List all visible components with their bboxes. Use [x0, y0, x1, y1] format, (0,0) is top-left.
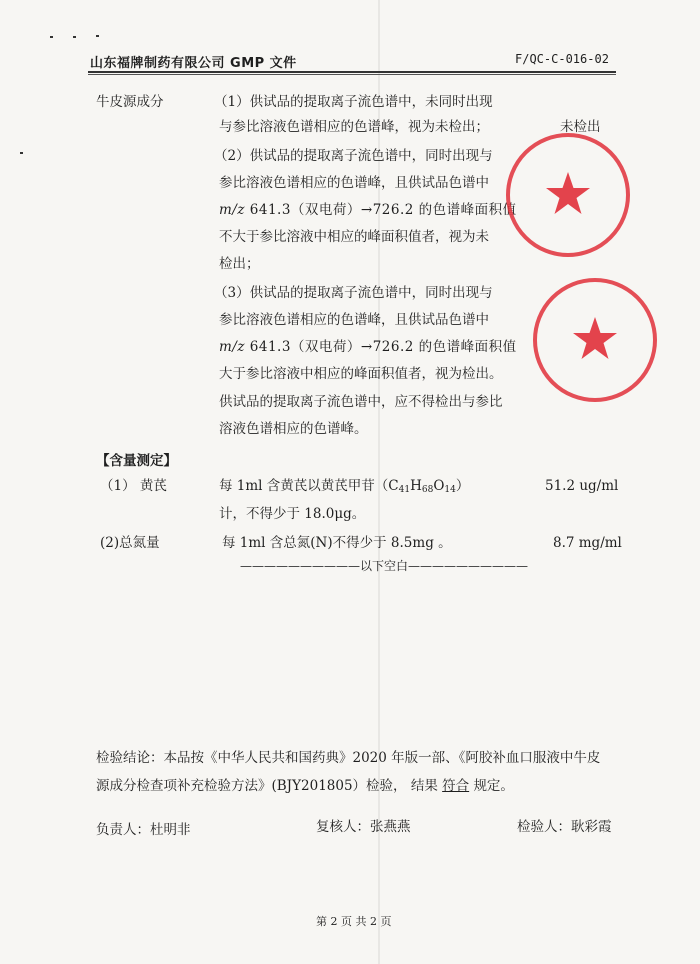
scan-speck: [20, 152, 23, 154]
beef-skin-item3-line3: [219, 339, 517, 356]
formula-sub-h: 68: [421, 485, 434, 495]
beef-skin-item2-line2: 参比溶液色谱相应的色谱峰，且供试品色谱中: [219, 175, 489, 191]
formula-sub-o: 14: [444, 485, 456, 495]
astragalus-desc-d: ）: [455, 478, 470, 494]
beef-skin-item3-line1: （3）供试品的提取离子流色谱中，同时出现与: [214, 285, 493, 301]
signature-reviewer: 复核人：张燕燕: [316, 819, 411, 835]
seal-graphic: [530, 275, 660, 405]
conclusion-line2-b: 规定。: [473, 778, 514, 794]
astragalus-desc-b: H: [410, 478, 422, 494]
conclusion-line2: [96, 778, 514, 795]
total-nitrogen-desc: 每 1ml 含总氮(N)不得少于 8.5mg 。: [222, 535, 452, 551]
header-rule: [88, 71, 616, 73]
beef-skin-item2-line3: [219, 202, 517, 219]
mz-values: 641.3（双电荷）→726.2 的色谱峰面积值: [244, 339, 517, 355]
astragalus-desc-c: O: [433, 478, 445, 494]
conclusion-line1: 检验结论：本品按《中华人民共和国药典》2020 年版一部、《阿胶补血口服液中牛皮: [96, 750, 601, 766]
conclusion-line2-a: 源成分检查项补充检验方法》(BJY201805）检验， 结果: [96, 778, 438, 794]
quality-management-seal: [530, 275, 660, 405]
beef-skin-item1-line1: （1）供试品的提取离子流色谱中，未同时出现: [214, 94, 493, 110]
total-nitrogen-label: (2)总氮量: [100, 535, 160, 551]
scan-speck: [73, 36, 76, 38]
astragalus-label: （1） 黄芪: [100, 478, 167, 494]
astragalus-desc-a: 每 1ml 含黄芪以黄芪甲苷（C: [219, 478, 399, 494]
page-number: 第 2 页 共 2 页: [316, 915, 392, 928]
beef-skin-item1-line2: 与参比溶液色谱相应的色谱峰，视为未检出；: [219, 119, 489, 135]
scan-speck: [50, 36, 53, 38]
formula-sub-c: 41: [398, 485, 411, 495]
beef-skin-item2-line4: 不大于参比溶液中相应的峰面积值者，视为未: [219, 229, 489, 245]
beef-skin-item1-result: 未检出: [560, 119, 601, 135]
signature-responsible: 负责人：杜明非: [96, 822, 191, 838]
astragalus-result: 51.2 ug/ml: [545, 478, 619, 494]
astragalus-desc-line2: 计，不得少于 18.0μg。: [219, 506, 366, 522]
astragalus-desc-line1: [219, 478, 469, 499]
beef-skin-item3-line4: 大于参比溶液中相应的峰面积值者，视为检出。: [219, 366, 503, 382]
blank-below-line: ——————————以下空白——————————: [240, 559, 529, 573]
content-section-title: 【含量测定】: [96, 453, 177, 469]
beef-skin-req-line1: 供试品的提取离子流色谱中，应不得检出与参比: [219, 394, 503, 410]
header-rule-thin: [88, 74, 616, 75]
header-company-name: 山东福牌制药有限公司 GMP 文件: [90, 56, 297, 71]
total-nitrogen-result: 8.7 mg/ml: [553, 535, 622, 551]
inspection-report-seal: [503, 130, 633, 260]
header-doc-code: F/QC-C-016-02: [515, 52, 609, 66]
beef-skin-req-line2: 溶液色谱相应的色谱峰。: [219, 421, 368, 437]
scan-speck: [96, 35, 99, 37]
mz-label: m/z: [219, 339, 245, 355]
beef-skin-item3-line2: 参比溶液色谱相应的色谱峰，且供试品色谱中: [219, 312, 489, 328]
mz-label: m/z: [219, 202, 245, 218]
mz-values: 641.3（双电荷）→726.2 的色谱峰面积值: [244, 202, 517, 218]
beef-skin-label: 牛皮源成分: [96, 94, 164, 110]
beef-skin-item2-line5: 检出；: [219, 256, 260, 272]
beef-skin-item2-line1: （2）供试品的提取离子流色谱中，同时出现与: [214, 148, 493, 164]
signature-inspector: 检验人：耿彩霞: [517, 819, 612, 835]
seal-graphic: [503, 130, 633, 260]
conclusion-result: 符合: [442, 778, 470, 794]
